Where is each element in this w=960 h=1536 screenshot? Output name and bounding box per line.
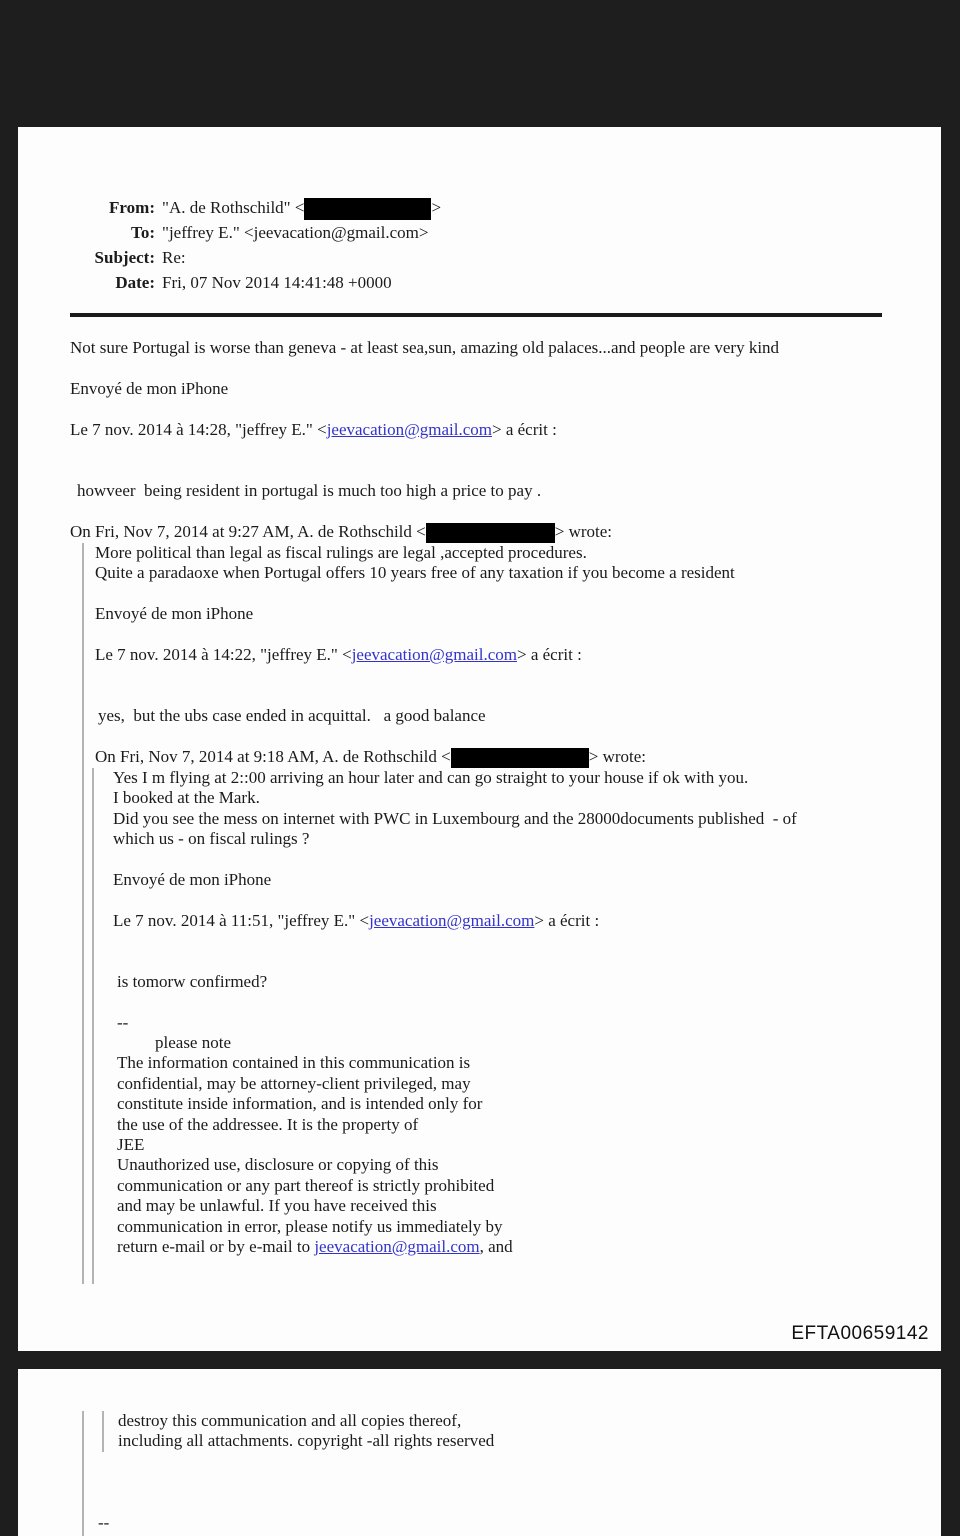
- wrote-918-line: [95, 747, 903, 768]
- document-page-2: [18, 1369, 941, 1536]
- ecrit-1428-line: [70, 420, 903, 440]
- signature-separator: --: [98, 1512, 110, 1532]
- quote-level-2: [92, 768, 903, 1284]
- disclaimer-line: communication in error, please notify us immediately by: [117, 1216, 503, 1236]
- yes-ubs-line: yes, but the ubs case ended in acquittal. a good balance: [98, 705, 486, 725]
- mailto-link[interactable]: jeevacation@gmail.com: [351, 644, 517, 664]
- date-label: Date:: [115, 273, 155, 293]
- howveer-line: howveer being resident in portugal is much too high a price to pay .: [77, 480, 542, 500]
- ecrit-1428-pre: Le 7 nov. 2014 à 14:28, "jeffrey E." <: [70, 419, 327, 439]
- redaction-bar: [304, 198, 431, 220]
- disclaimer-last-pre: return e-mail or by e-mail to: [117, 1237, 315, 1257]
- to-label: To:: [131, 223, 155, 243]
- quote2-line: Yes I m flying at 2::00 arriving an hour later and can go straight to your house if ok with you.: [113, 767, 749, 787]
- please-note-line: please note: [155, 1033, 231, 1053]
- disclaimer-line: communication or any part thereof is strictly prohibited: [117, 1175, 495, 1195]
- quote1-line: More political than legal as fiscal rulings are legal ,accepted procedures.: [95, 542, 587, 562]
- email-header: [70, 195, 903, 295]
- body-opening-line: Not sure Portugal is worse than geneva - at least sea,sun, amazing old palaces...and people are very kind: [70, 338, 780, 358]
- from-value: [162, 195, 903, 220]
- wrote-918-post: > wrote:: [588, 746, 647, 766]
- from-label: From:: [109, 198, 155, 217]
- disclaimer-line: Unauthorized use, disclosure or copying of this: [117, 1155, 439, 1175]
- ecrit-1428-post: > a écrit :: [491, 419, 557, 439]
- disclaimer-line: confidential, may be attorney-client privileged, may: [117, 1073, 471, 1093]
- quote1-line: Quite a paradaoxe when Portugal offers 10 years free of any taxation if you become a resident: [95, 563, 735, 583]
- header-separator-rule: [70, 313, 882, 317]
- disclaimer-last-line: [117, 1237, 903, 1257]
- ecrit-1422-post: > a écrit :: [516, 644, 582, 664]
- sent-from-iphone: Envoyé de mon iPhone: [95, 603, 254, 623]
- ecrit-1151-line: [113, 911, 903, 931]
- mailto-link[interactable]: jeevacation@gmail.com: [314, 1237, 480, 1257]
- wrote-918-pre: On Fri, Nov 7, 2014 at 9:18 AM, A. de Rothschild <: [95, 746, 451, 766]
- disclaimer-line: The information contained in this communication is: [117, 1053, 471, 1073]
- disclaimer-line: the use of the addressee. It is the property of: [117, 1114, 419, 1134]
- disclaimer-line: destroy this communication and all copies thereof,: [118, 1411, 462, 1430]
- to-value: "jeffrey E." <jeevacation@gmail.com>: [162, 223, 429, 243]
- signature-separator: --: [117, 1012, 129, 1032]
- ecrit-1422-line: [95, 645, 903, 665]
- ecrit-1422-pre: Le 7 nov. 2014 à 14:22, "jeffrey E." <: [95, 644, 352, 664]
- sent-from-iphone: Envoyé de mon iPhone: [113, 869, 272, 889]
- sent-from-iphone: Envoyé de mon iPhone: [70, 378, 229, 398]
- document-page-1: [18, 127, 941, 1351]
- disclaimer-line: constitute inside information, and is intended only for: [117, 1094, 483, 1114]
- quote2-line: which us - on fiscal rulings ?: [113, 829, 310, 849]
- mailto-link[interactable]: jeevacation@gmail.com: [369, 910, 535, 930]
- date-value: Fri, 07 Nov 2014 14:41:48 +0000: [162, 273, 392, 293]
- mailto-link[interactable]: jeevacation@gmail.com: [326, 419, 492, 439]
- quote-level-1: [82, 1411, 903, 1536]
- disclaimer-line: including all attachments. copyright -all rights reserved: [118, 1431, 495, 1451]
- redaction-bar: [451, 748, 589, 768]
- quote2-line: Did you see the mess on internet with PWC in Luxembourg and the 28000documents published - of: [113, 808, 797, 828]
- quote-level-2: [102, 1411, 903, 1452]
- disclaimer-last-post: , and: [479, 1237, 513, 1257]
- subject-label: Subject:: [94, 248, 155, 268]
- quote2-line: I booked at the Mark.: [113, 788, 260, 808]
- ecrit-1151-post: > a écrit :: [534, 910, 600, 930]
- quote-level-1: [82, 543, 903, 1284]
- disclaimer-line: and may be unlawful. If you have received this: [117, 1196, 437, 1216]
- wrote-927-pre: On Fri, Nov 7, 2014 at 9:27 AM, A. de Rothschild <: [70, 521, 426, 541]
- disclaimer-line: JEE: [117, 1135, 145, 1155]
- wrote-927-post: > wrote:: [554, 521, 613, 541]
- redaction-bar: [426, 523, 555, 543]
- from-value-text: "A. de Rothschild" <: [162, 198, 305, 217]
- subject-value: Re:: [162, 248, 186, 268]
- from-value-close: >: [431, 198, 442, 217]
- wrote-927-line: [70, 522, 903, 543]
- tomorrow-line: is tomorw confirmed?: [117, 971, 268, 991]
- ecrit-1151-pre: Le 7 nov. 2014 à 11:51, "jeffrey E." <: [113, 910, 370, 930]
- bates-number: EFTA00659142: [791, 1323, 929, 1344]
